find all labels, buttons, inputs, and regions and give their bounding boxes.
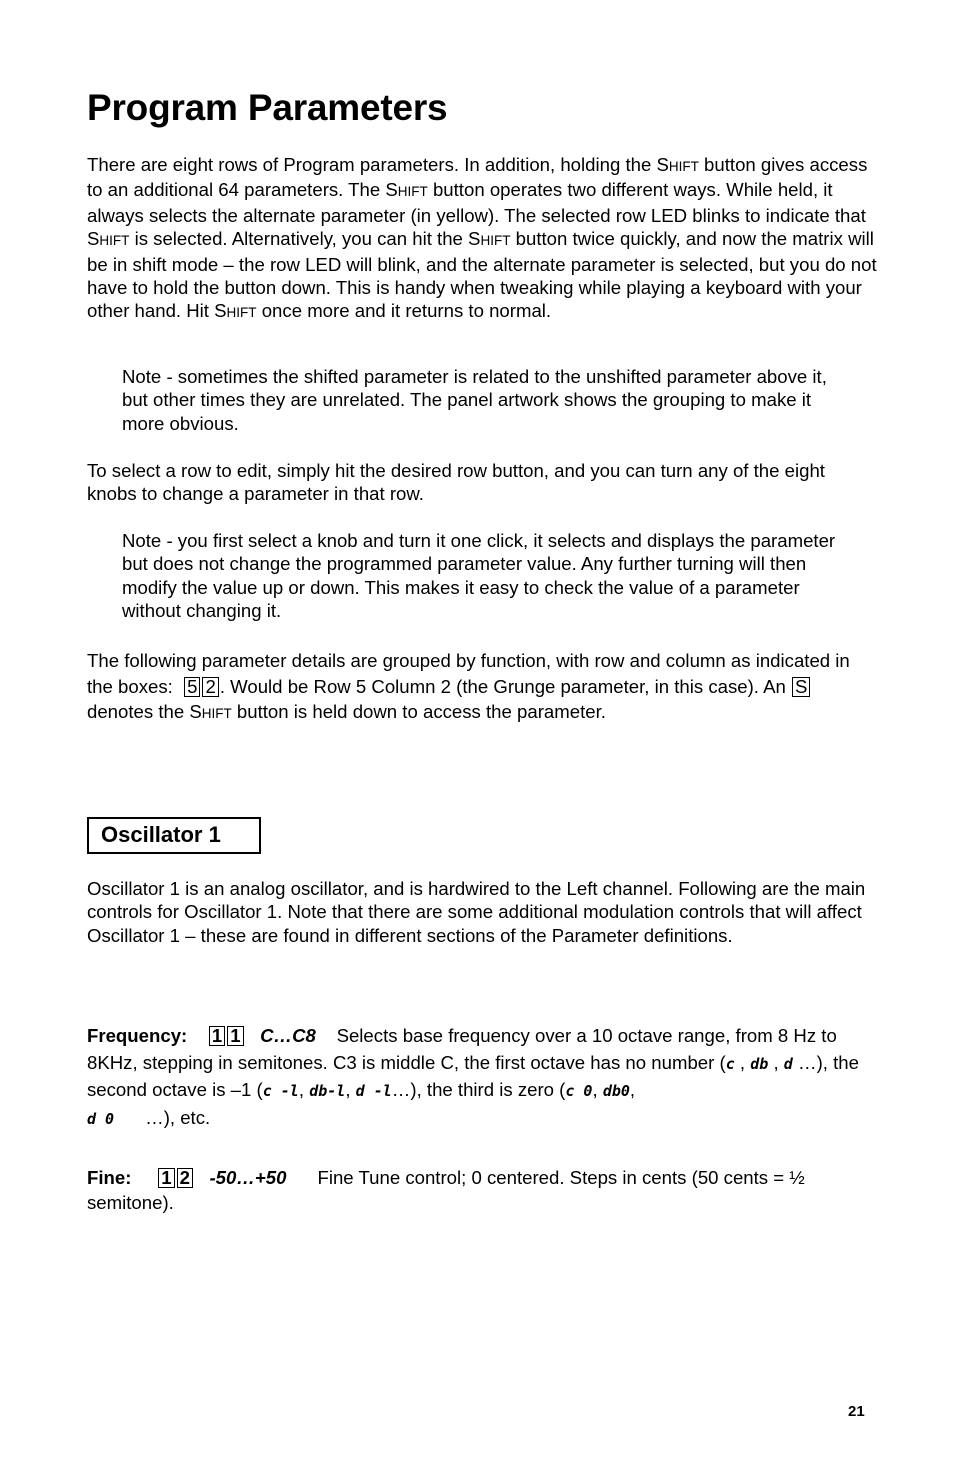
lcd-text: c (725, 1054, 735, 1073)
frequency-text: , (768, 1051, 784, 1073)
intro-paragraph (87, 153, 877, 325)
frequency-text: , (345, 1079, 356, 1100)
page-number: 21 (848, 1403, 865, 1420)
frequency-row-box: 1 (209, 1026, 225, 1046)
following-text: button is held down to access the parameter. (231, 701, 606, 722)
intro-text: There are eight rows of Program parameters. In addition, holding the S (87, 154, 669, 175)
frequency-text: , (629, 1079, 636, 1100)
shift-smallcaps: HIFT (99, 233, 130, 249)
oscillator-description: Oscillator 1 is an analog oscillator, and is hardwired to the Left channel. Following are the main controls for Oscillator 1. Note that there are some additional modulation controls that will affect Oscillator 1 – these are found in different sections of the Parameter definitions. (87, 878, 866, 946)
fine-column-box: 2 (177, 1168, 193, 1188)
lcd-text: db (750, 1054, 769, 1073)
following-text: . Would be Row 5 Column 2 (the Grunge parameter, in this case). An (219, 675, 786, 697)
fine-row-box: 1 (158, 1168, 174, 1188)
fine-parameter (87, 1165, 877, 1215)
shift-smallcaps: HIFT (397, 184, 428, 200)
fine-text: Fine Tune control; 0 centered. Steps in cents (50 cents = ½ semitone). (87, 1167, 805, 1213)
frequency-label: Frequency: (87, 1025, 188, 1046)
intro-text: once more and it returns to normal. (256, 300, 552, 322)
frequency-text: , (734, 1051, 751, 1073)
following-text: denotes the S (87, 701, 202, 722)
frequency-text: …), the third is zero ( (391, 1079, 566, 1100)
frequency-text: …), the second octave is –1 ( (87, 1051, 859, 1100)
fine-range: -50…+50 (209, 1167, 287, 1188)
note-knob: Note - you first select a knob and turn it one click, it selects and displays the parameter but does not change the programmed parameter value. Any further turning will then modify the value up or down. This makes it easy to check the value of a parameter without changing it. (122, 530, 836, 622)
shift-box: S (792, 677, 810, 697)
frequency-text: , (592, 1079, 603, 1100)
fine-label: Fine: (87, 1167, 132, 1188)
shift-smallcaps: HIFT (226, 305, 257, 321)
column-box: 2 (202, 677, 218, 697)
lcd-text: db-l (309, 1082, 346, 1100)
lcd-text: d (783, 1054, 793, 1073)
following-paragraph (87, 648, 877, 727)
row-box: 5 (184, 677, 200, 697)
select-row-paragraph: To select a row to edit, simply hit the desired row button, and you can turn any of the eight knobs to change a parameter in that row. (87, 460, 825, 505)
lcd-text: d -l (355, 1082, 392, 1100)
frequency-range: C…C8 (260, 1025, 316, 1046)
frequency-column-box: 1 (227, 1026, 243, 1046)
lcd-text: c -l (262, 1082, 299, 1100)
intro-text: button twice quickly, and now the matrix will be in shift mode – the row LED will blink, and the alternate parameter is selected, but you do not have to hold the button down. This is handy when tweaking while playing a keyboard with your other hand. Hit S (87, 228, 877, 322)
page-title: Program Parameters (87, 87, 448, 128)
intro-text: button gives access to an additional 64 parameters. The S (87, 154, 868, 201)
frequency-text: , (298, 1079, 310, 1100)
shift-smallcaps: HIFT (201, 706, 232, 721)
frequency-text: Selects base frequency over a 10 octave range, from 8 Hz to 8KHz, stepping in semitones. C3 is middle C, the first octave has no number ( (87, 1025, 837, 1073)
shift-smallcaps: HIFT (668, 159, 699, 174)
lcd-text: c 0 (565, 1082, 593, 1100)
shift-smallcaps: HIFT (480, 233, 511, 249)
section-heading: Oscillator 1 (101, 822, 221, 847)
frequency-parameter (87, 1023, 877, 1132)
note-shifted: Note - sometimes the shifted parameter is related to the unshifted parameter above it, but other times they are unrelated. The panel artwork shows the grouping to make it more obvious. (122, 366, 827, 434)
lcd-text: d 0 (87, 1109, 115, 1128)
following-text: The following parameter details are grouped by function, with row and column as indicated in the boxes: (87, 650, 850, 697)
lcd-text: db0 (602, 1082, 630, 1100)
intro-text: button operates two different ways. While held, it always selects the alternate parameter (in yellow). The selected row LED blinks to indicate that S (87, 179, 866, 250)
intro-text: is selected. Alternatively, you can hit the S (129, 228, 481, 250)
frequency-text: …), etc. (139, 1106, 211, 1128)
section-heading-box (87, 817, 261, 854)
